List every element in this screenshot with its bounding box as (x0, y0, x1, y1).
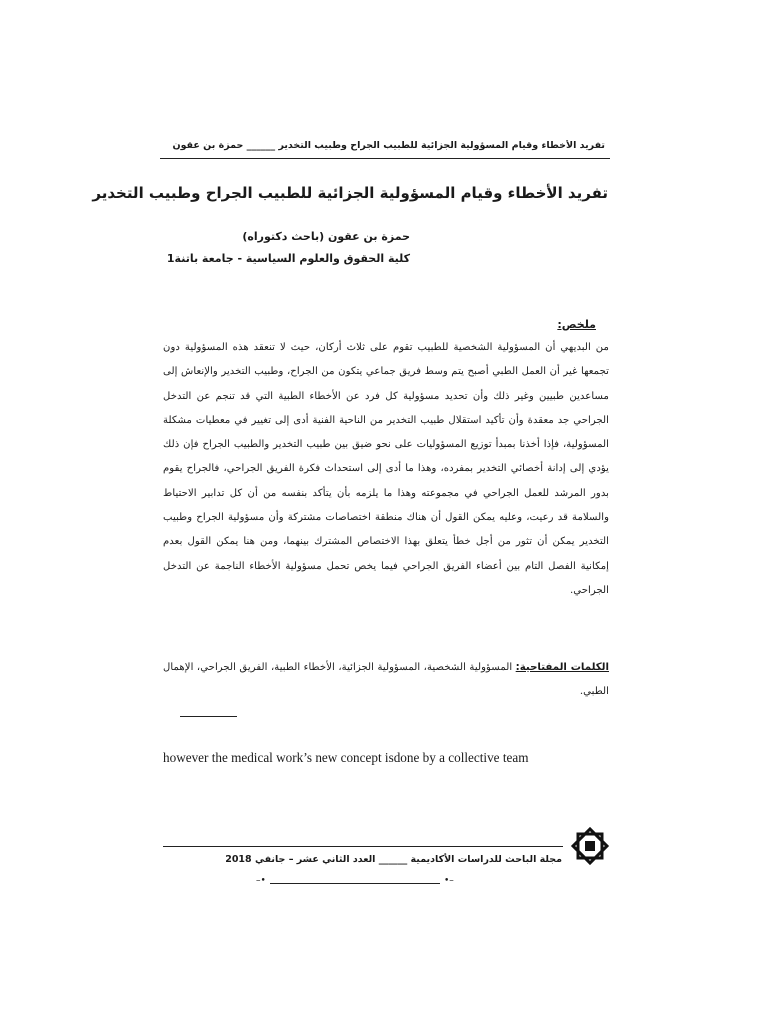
article-title: تفريد الأخطاء وقيام المسؤولية الجزائية للطبيب الجراح وطبيب التخدير (92, 184, 608, 202)
running-header: تفريد الأخطاء وقيام المسؤولية الجزائية للطبيب الجراح وطبيب التخدير ______ حمزة بن عقون (172, 140, 605, 151)
author-affiliation: كلية الحقوق والعلوم السياسية - جامعة باتنة1 (166, 252, 410, 265)
author-name: حمزة بن عقون (باحث دكتوراه) (242, 230, 410, 243)
footer-rule (163, 846, 563, 847)
english-abstract-line: however the medical work’s new concept isdone by a collective team (163, 750, 529, 765)
footnote-separator (180, 716, 237, 717)
footer-ornament-left: –• (256, 876, 266, 886)
keywords-paragraph (163, 656, 609, 704)
footer-ornament-line (270, 883, 440, 884)
keywords-label: الكلمات المفتاحية: (515, 662, 609, 673)
abstract-heading: ملخص: (557, 318, 596, 331)
journal-logo-icon (568, 824, 612, 868)
footer-ornament-right: •– (444, 876, 454, 886)
keywords-text: المسؤولية الشخصية، المسؤولية الجزائية، الأخطاء الطبية، الفريق الجراحي، الإهمال الطبي. (163, 662, 609, 697)
abstract-body: من البديهي أن المسؤولية الشخصية للطبيب تقوم على ثلاث أركان، حيث لا تنعقد هذه المسؤولية دون تجمعها غير أن العمل الطبي أصبح يتم وسط فريق جماعي يتكون من الجراح، وطبيب التخدير والإنعاش إلى مساعدين طبيين وغير ذلك وأن تحديد مسؤولية كل فرد عن الأخطاء الطبية التي قد تنجم عن التدخل الجراحي جد معقدة وأن تأكيد استقلال طبيب التخدير من الناحية الفنية أدى إلى تغيير في معطيات مشكلة المسؤولية، فإذا أخذنا بمبدأ توزيع المسؤوليات على نحو ضيق بين طبيب التخدير والطبيب الجراح فإن ذلك يؤدي إلى إدانة أخصائي التخدير بمفرده، وهذا ما أدى إلى استحداث فكرة الفريق الجراحي، فالجراح يقوم بدور المرشد للعمل الجراحي في مجموعته وهذا ما يلزمه بأن يتأكد بنفسه من أن كل تدابير الاحتياط والسلامة قد رعيت، وعليه يمكن القول أن هناك منطقة اختصاصات مشتركة وأن مسؤولية الجراح وطبيب التخدير يمكن أن تثور من أجل خطأ يتعلق بهذا الاختصاص المشترك بينهما، ومن هنا يمكن القول بعدم إمكانية الفصل التام بين أعضاء الفريق الجراحي فيما يخص تحمل مسؤولية الأخطاء الناجمة عن التدخل الجراحي. (163, 342, 609, 596)
journal-footer: مجلة الباحث للدراسات الأكاديمية ______ العدد الثاني عشر – جانفي 2018 (225, 854, 562, 865)
header-rule (160, 158, 610, 159)
